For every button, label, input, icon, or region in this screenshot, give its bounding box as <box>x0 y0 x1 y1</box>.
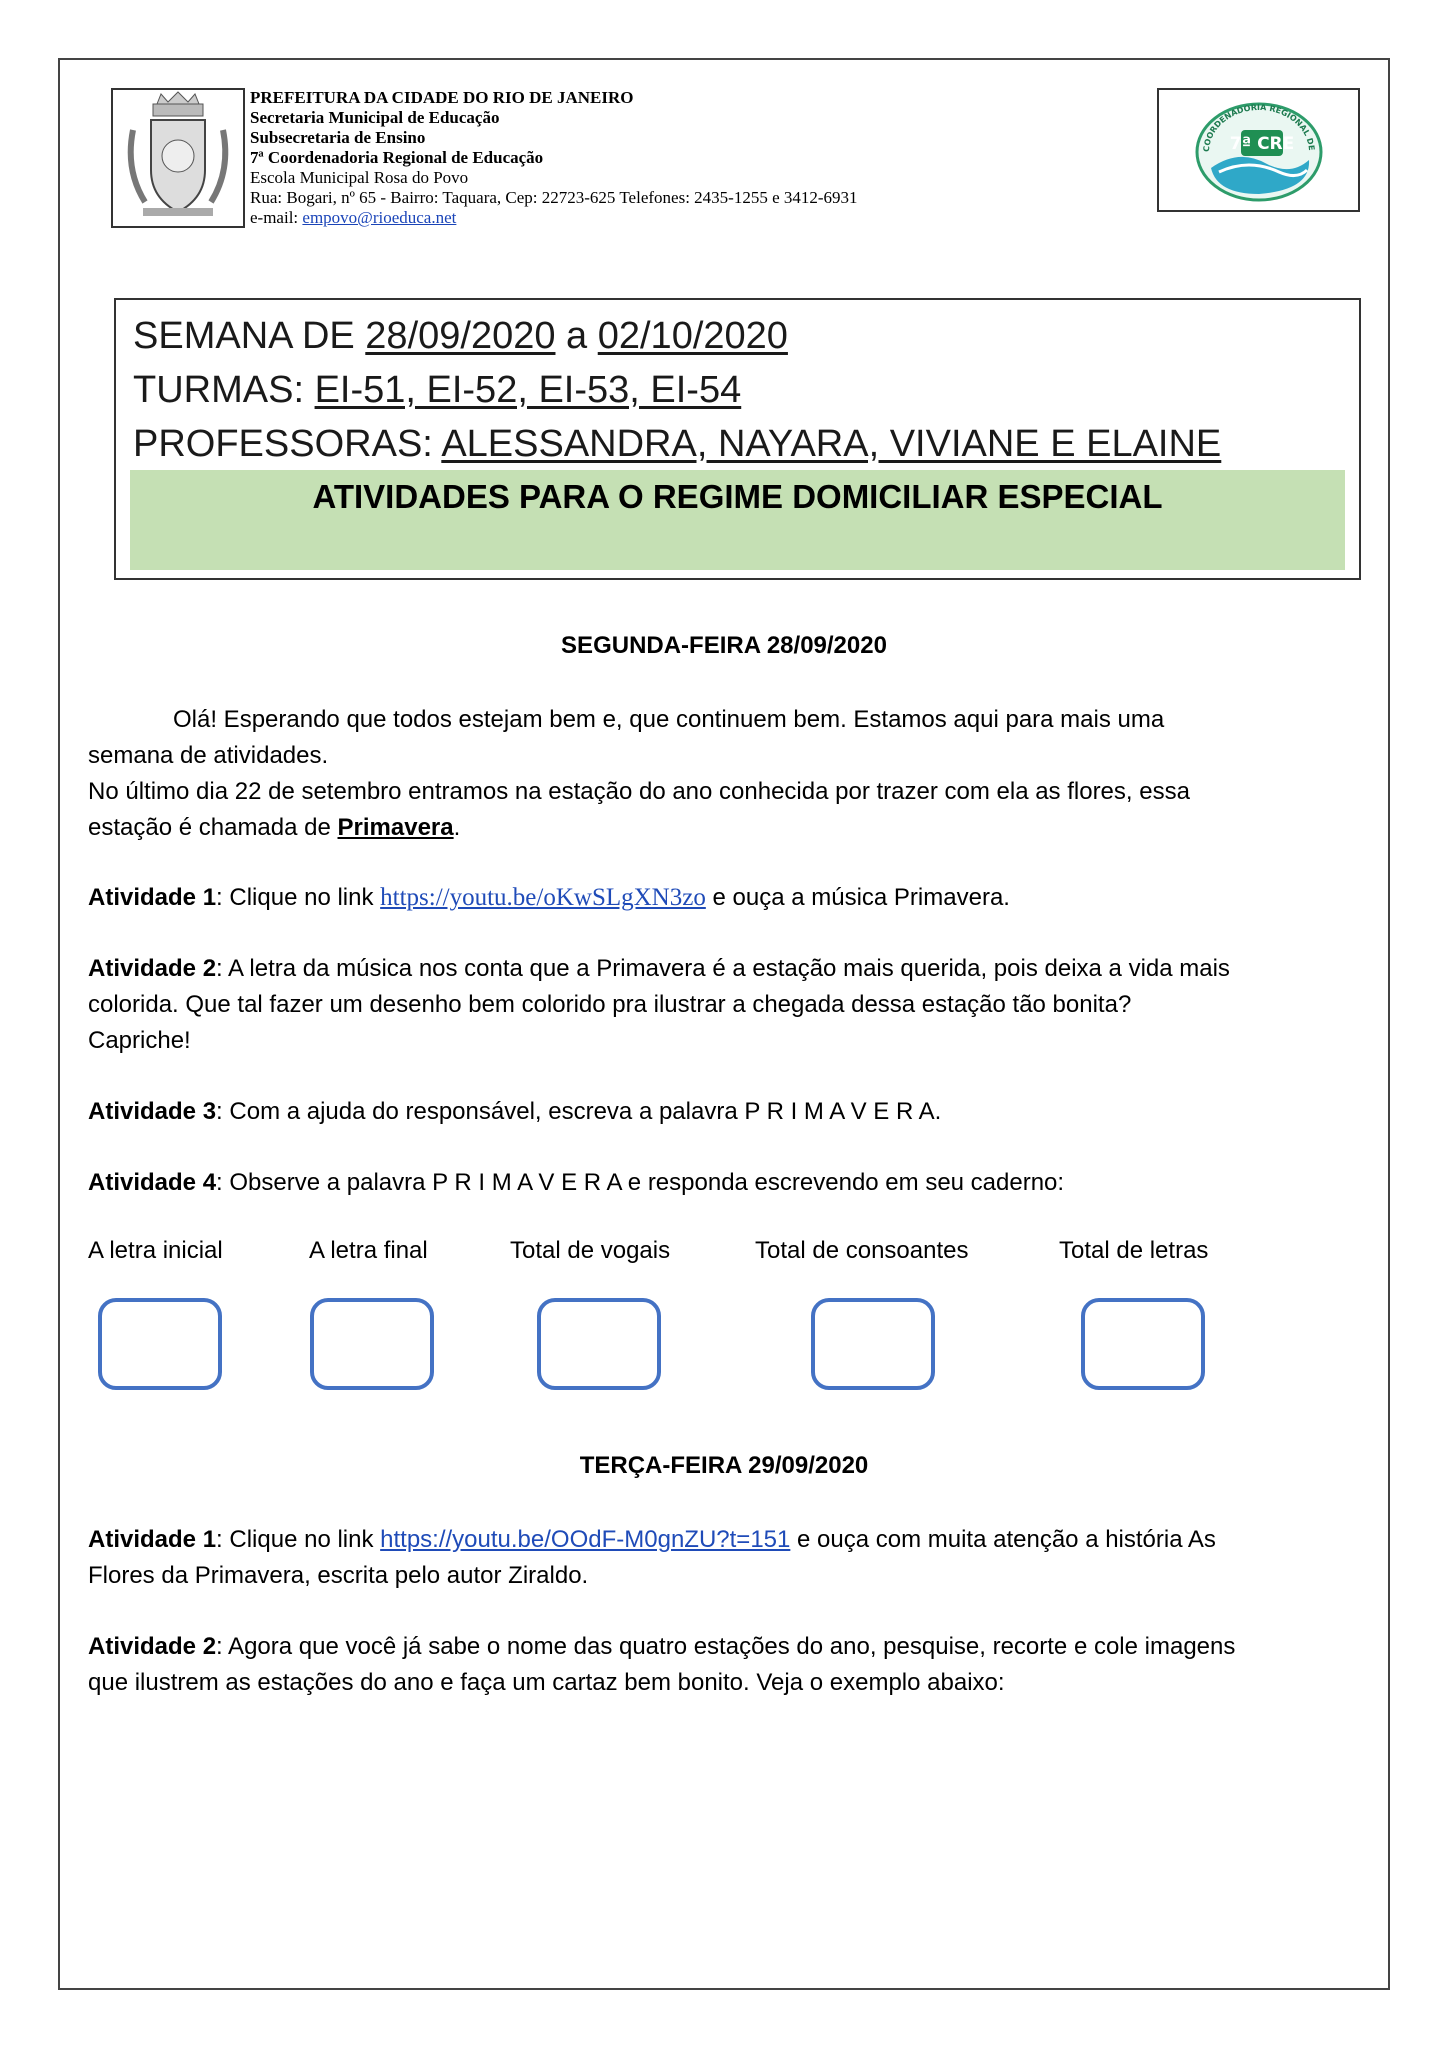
activity-label: Atividade 2 <box>88 955 217 982</box>
intro-text: . <box>453 814 461 841</box>
answer-label-letters: Total de letras <box>1059 1237 1209 1264</box>
intro-line: Olá! Esperando que todos estejam bem e, que continuem bem. Estamos aqui para mais uma <box>173 706 1165 733</box>
email-label: e-mail: <box>250 208 303 227</box>
activity-label: Atividade 3 <box>88 1098 217 1125</box>
professoras-label: PROFESSORAS: <box>133 423 442 465</box>
monday-activity-3 <box>88 1094 1358 1130</box>
letterhead-line: PREFEITURA DA CIDADE DO RIO DE JANEIRO <box>250 88 634 107</box>
letterhead-address: Rua: Bogari, nº 65 - Bairro: Taquara, Cep: 22723-625 Telefones: 2435-1255 e 3412-6931 <box>250 188 858 207</box>
city-crest-logo <box>111 88 245 228</box>
week-start: 28/09/2020 <box>365 315 556 357</box>
tuesday-heading: TERÇA-FEIRA 29/09/2020 <box>579 1452 869 1479</box>
youtube-link[interactable]: https://youtu.be/oKwSLgXN3zo <box>380 884 706 911</box>
cre-logo <box>1157 88 1360 212</box>
professoras-line <box>133 422 1221 466</box>
monday-heading: SEGUNDA-FEIRA 28/09/2020 <box>561 632 887 659</box>
monday-activity-4 <box>88 1165 1358 1201</box>
email-link[interactable]: empovo@rioeduca.net <box>302 208 457 227</box>
week-line <box>133 314 788 358</box>
activity-text: : Clique no link <box>216 1526 381 1553</box>
answer-label-consonants: Total de consoantes <box>755 1237 969 1264</box>
activity-text: : Clique no link <box>216 884 381 911</box>
letterhead <box>250 88 858 228</box>
answer-label-final: A letra final <box>309 1237 428 1264</box>
letterhead-email-row <box>250 208 858 228</box>
logo-ring-text: COORDENADORIA REGIONAL DE <box>1201 102 1317 153</box>
monday-activity-2 <box>88 951 1358 1059</box>
week-label: SEMANA DE <box>133 315 366 357</box>
activity-label: Atividade 1 <box>88 884 217 911</box>
week-end: 02/10/2020 <box>597 315 788 357</box>
letterhead-line: Secretaria Municipal de Educação <box>250 108 500 127</box>
banner <box>130 470 1345 570</box>
answer-box-consonants[interactable] <box>811 1298 935 1390</box>
answer-box-vowels[interactable] <box>537 1298 661 1390</box>
activity-text: : Com a ajuda do responsável, escreva a palavra P R I M A V E R A. <box>216 1098 942 1125</box>
monday-activity-1 <box>88 880 1358 916</box>
activity-text: : A letra da música nos conta que a Primavera é a estação mais querida, pois deixa a vida mais <box>216 955 1230 982</box>
activity-text: que ilustrem as estações do ano e faça um cartaz bem bonito. Veja o exemplo abaixo: <box>88 1669 1005 1696</box>
activity-text: : Observe a palavra P R I M A V E R A e responda escrevendo em seu caderno: <box>216 1169 1065 1196</box>
tuesday-activity-1 <box>88 1522 1358 1594</box>
tuesday-activity-2 <box>88 1629 1358 1701</box>
activity-label: Atividade 2 <box>88 1633 217 1660</box>
activity-label: Atividade 1 <box>88 1526 217 1553</box>
youtube-link[interactable]: https://youtu.be/OOdF-M0gnZU?t=151 <box>380 1526 791 1553</box>
monday-intro <box>88 702 1358 846</box>
activity-text: e ouça a música Primavera. <box>705 884 1010 911</box>
answer-label-vowels: Total de vogais <box>510 1237 671 1264</box>
letterhead-line: 7ª Coordenadoria Regional de Educação <box>250 148 544 167</box>
logo-text: 7ª CRE <box>1229 134 1295 154</box>
answer-box-initial[interactable] <box>98 1298 222 1390</box>
letterhead-line: Subsecretaria de Ensino <box>250 128 426 147</box>
letterhead-line: Escola Municipal Rosa do Povo <box>250 168 469 187</box>
intro-line: No último dia 22 de setembro entramos na estação do ano conhecida por trazer com ela as flores, essa <box>88 778 1190 805</box>
week-sep: a <box>555 315 598 357</box>
answer-box-final[interactable] <box>310 1298 434 1390</box>
turmas-value: EI-51, EI-52, EI-53, EI-54 <box>314 369 742 411</box>
primavera-emphasis: Primavera <box>337 814 454 841</box>
turmas-label: TURMAS: <box>133 369 315 411</box>
answer-label-initial: A letra inicial <box>88 1237 223 1264</box>
professoras-value: ALESSANDRA, NAYARA, VIVIANE E ELAINE <box>441 423 1222 465</box>
activity-text: : Agora que você já sabe o nome das quatro estações do ano, pesquise, recorte e cole imagens <box>216 1633 1236 1660</box>
banner-title: ATIVIDADES PARA O REGIME DOMICILIAR ESPECIAL <box>312 478 1163 515</box>
answer-box-letters[interactable] <box>1081 1298 1205 1390</box>
activity-label: Atividade 4 <box>88 1169 217 1196</box>
activity-text: Capriche! <box>88 1027 191 1054</box>
activity-text: colorida. Que tal fazer um desenho bem colorido pra ilustrar a chegada dessa estação tão bonita? <box>88 991 1132 1018</box>
activity-text: e ouça com muita atenção a história As <box>790 1526 1216 1553</box>
crest-icon <box>113 90 243 226</box>
activity-text: Flores da Primavera, escrita pelo autor Ziraldo. <box>88 1562 589 1589</box>
intro-line: semana de atividades. <box>88 742 329 769</box>
cre-logo-icon <box>1159 90 1358 210</box>
intro-line <box>88 810 1358 846</box>
intro-text: estação é chamada de <box>88 814 338 841</box>
turmas-line <box>133 368 741 412</box>
